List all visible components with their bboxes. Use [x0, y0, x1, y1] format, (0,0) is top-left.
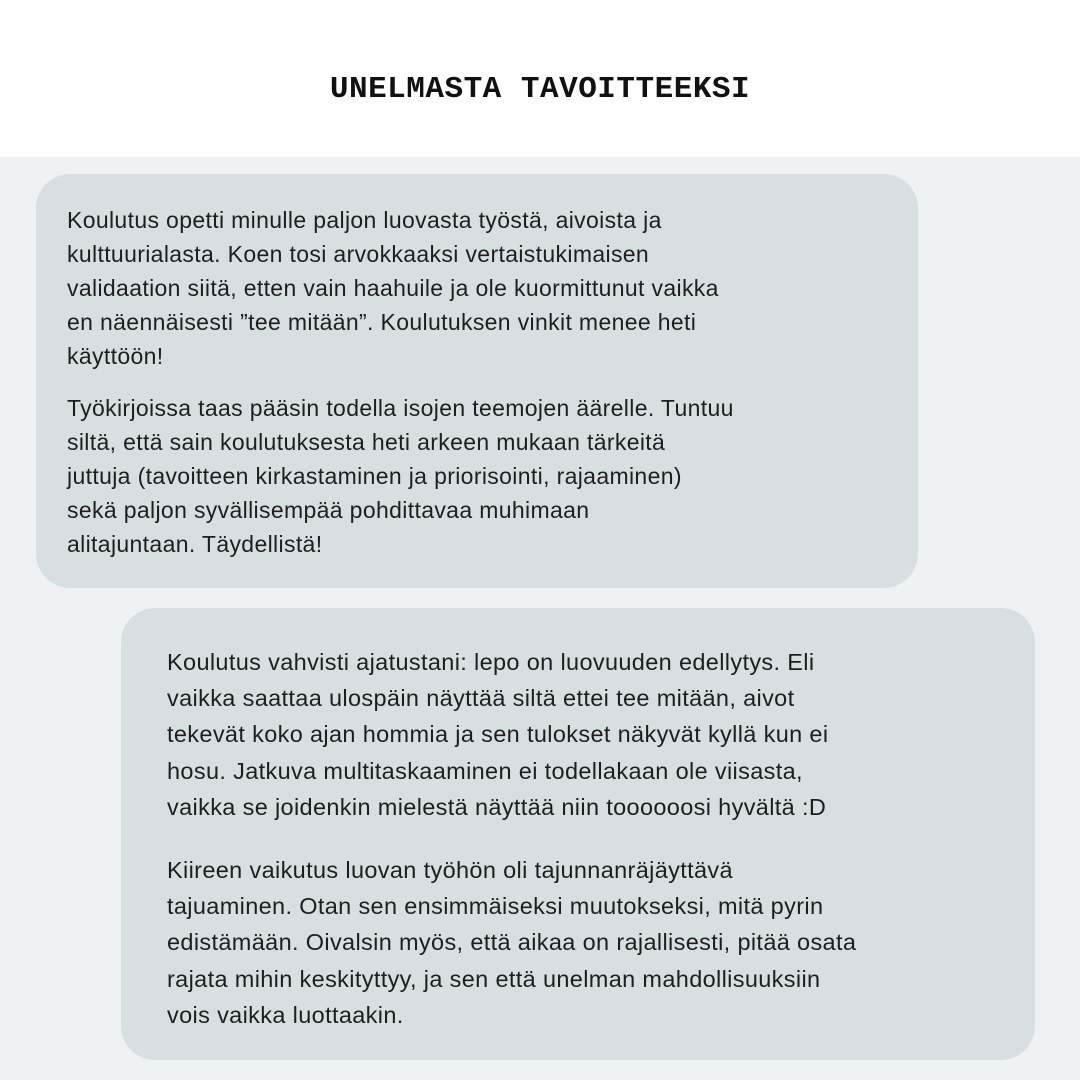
testimonial-bubble-2: [121, 608, 1035, 1060]
testimonial-paragraph: [67, 391, 918, 561]
text-line: alitajuntaan. Täydellistä!: [67, 531, 323, 557]
text-line: Koulutus vahvisti ajatustani: lepo on luovuuden edellytys. Eli: [167, 649, 815, 675]
text-line: tekevät koko ajan hommia ja sen tulokset näkyvät kyllä kun ei: [167, 721, 829, 748]
text-line: validaation siitä, etten vain haahuile ja ole kuormittunut vaikka: [67, 275, 719, 301]
text-line: Työkirjoissa taas pääsin todella isojen teemojen äärelle. Tuntuu: [67, 395, 734, 421]
text-line: juttuja (tavoitteen kirkastaminen ja priorisointi, rajaaminen): [67, 463, 682, 489]
text-line: tajuaminen. Otan sen ensimmäiseksi muutokseksi, mitä pyrin: [167, 893, 824, 920]
text-line: Koulutus opetti minulle paljon luovasta työstä, aivoista ja: [67, 207, 662, 233]
text-line: kulttuurialasta. Koen tosi arvokkaaksi vertaistukimaisen: [67, 241, 650, 267]
text-line: vois vaikka luottaakin.: [167, 1001, 404, 1028]
testimonial-paragraph: [67, 203, 918, 373]
text-line: en näennäisesti ”tee mitään”. Koulutuksen vinkit menee heti: [67, 309, 697, 335]
text-line: sekä paljon syvällisempää pohdittavaa muhimaan: [67, 497, 590, 523]
text-line: käyttöön!: [67, 343, 164, 369]
testimonial-paragraph: [167, 852, 1035, 1033]
text-line: edistämään. Oivalsin myös, että aikaa on rajallisesti, pitää osata: [167, 929, 857, 956]
text-line: hosu. Jatkuva multitaskaaminen ei todellakaan ole viisasta,: [167, 757, 803, 784]
text-line: siltä, että sain koulutuksesta heti arkeen mukaan tärkeitä: [67, 429, 666, 455]
text-line: vaikka saattaa ulospäin näyttää siltä ettei tee mitään, aivot: [167, 685, 795, 712]
text-line: vaikka se joidenkin mielestä näyttää niin toooooosi hyvältä :D: [167, 793, 827, 820]
text-line: rajata mihin keskityttyy, ja sen että unelman mahdollisuuksiin: [167, 965, 821, 992]
testimonial-paragraph: [167, 644, 1035, 825]
page-title: UNELMASTA TAVOITTEEKSI: [329, 72, 751, 107]
header: [0, 0, 1080, 157]
testimonial-bubble-1: [36, 174, 918, 588]
text-line: Kiireen vaikutus luovan työhön oli tajunnanräjäyttävä: [167, 857, 733, 884]
